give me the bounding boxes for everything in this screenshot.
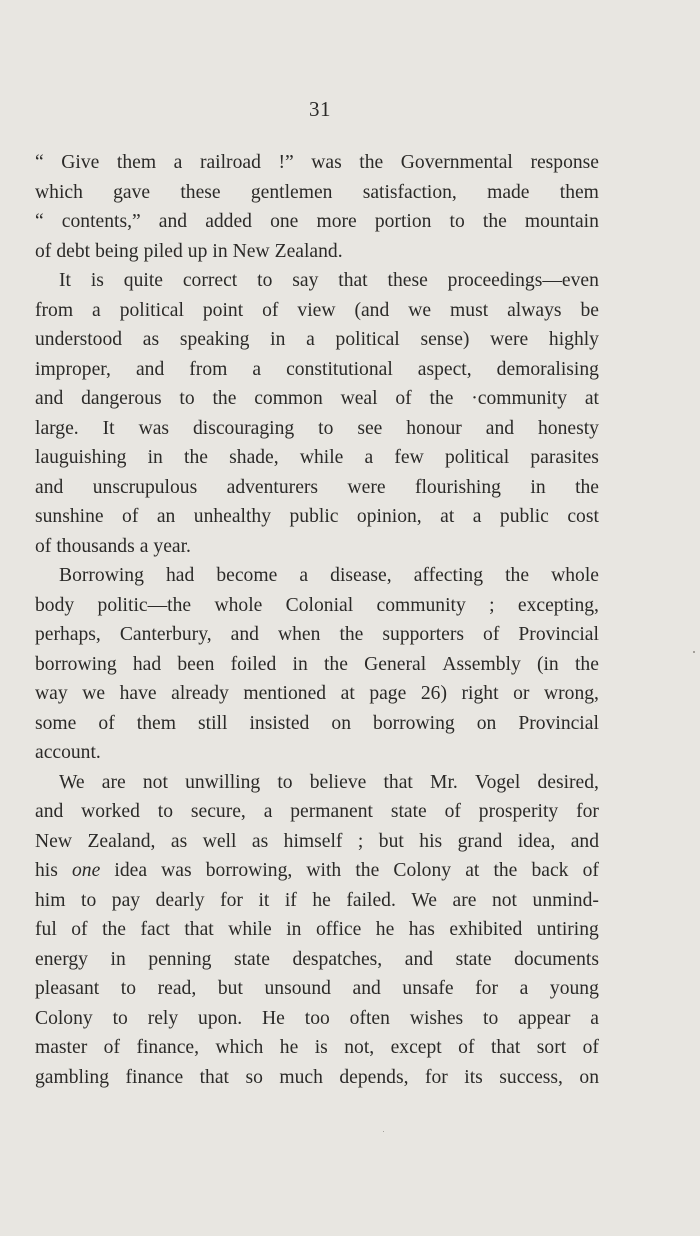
paper-speck xyxy=(383,1131,384,1132)
body-text xyxy=(35,148,599,1092)
text-line: borrowing had been foiled in the General Assembly (in the xyxy=(35,653,599,675)
text-line: and unscrupulous adventurers were flourishing in the xyxy=(35,476,599,498)
text-line: gambling finance that so much depends, for its success, on xyxy=(35,1066,599,1088)
text-line: Borrowing had become a disease, affecting the whole xyxy=(59,565,599,586)
text-line: perhaps, Canterbury, and when the supporters of Provincial xyxy=(35,624,599,645)
text-line: of debt being piled up in New Zealand. xyxy=(35,240,343,262)
text-line: large. It was discouraging to see honour and honesty xyxy=(35,417,599,439)
paper-speck xyxy=(693,651,695,653)
text-line: Colony to rely upon. He too often wishes to appear a xyxy=(35,1007,599,1029)
text-line: body politic—the whole Colonial community ; excepting, xyxy=(35,594,599,616)
text-line: “ contents,” and added one more portion to the mountain xyxy=(35,211,599,232)
text-line: “ Give them a railroad !” was the Governmental response xyxy=(35,152,599,173)
text-line: him to pay dearly for it if he failed. We are not unmind- xyxy=(35,889,599,911)
text-line: New Zealand, as well as himself ; but his grand idea, and xyxy=(35,830,599,852)
text-line: pleasant to read, but unsound and unsafe for a young xyxy=(35,978,599,999)
text-line: sunshine of an unhealthy public opinion, at a public cost xyxy=(35,506,599,527)
text-line: It is quite correct to say that these proceedings—even xyxy=(59,270,599,291)
text-line: of thousands a year. xyxy=(35,535,191,557)
text-line: and worked to secure, a permanent state of prosperity for xyxy=(35,801,599,822)
text-line: lauguishing in the shade, while a few political parasites xyxy=(35,447,599,468)
text-line: energy in penning state despatches, and state documents xyxy=(35,948,599,970)
text-line: ful of the fact that while in office he has exhibited untiring xyxy=(35,919,599,940)
text-line: some of them still insisted on borrowing on Provincial xyxy=(35,712,599,734)
text-line: We are not unwilling to believe that Mr. Vogel desired, xyxy=(59,771,599,793)
text-line: which gave these gentlemen satisfaction, made them xyxy=(35,181,599,203)
page-number: 31 xyxy=(309,97,331,121)
text-line: account. xyxy=(35,742,101,763)
text-line: understood as speaking in a political sense) were highly xyxy=(35,329,599,350)
text-line: way we have already mentioned at page 26) right or wrong, xyxy=(35,683,599,704)
text-line: and dangerous to the common weal of the ·community at xyxy=(35,388,599,409)
text-line: his one idea was borrowing, with the Colony at the back of xyxy=(35,860,599,881)
text-line: improper, and from a constitutional aspect, demoralising xyxy=(35,358,599,380)
text-line: master of finance, which he is not, except of that sort of xyxy=(35,1037,599,1058)
text-line: from a political point of view (and we must always be xyxy=(35,299,599,321)
